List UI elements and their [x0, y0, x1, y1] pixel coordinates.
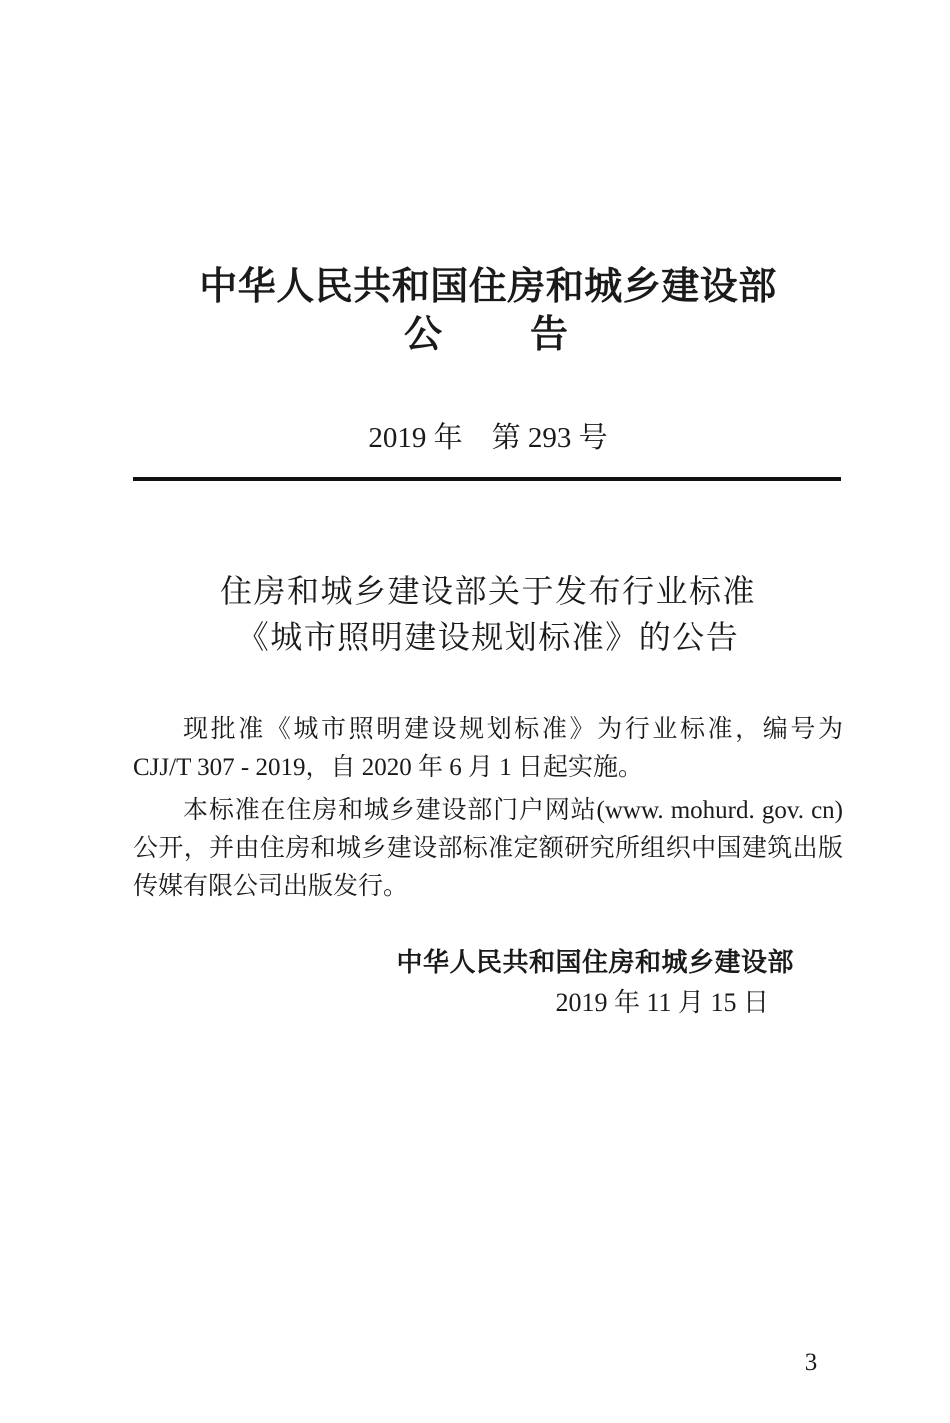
page-number: 3 — [804, 1349, 818, 1376]
paragraph-1 — [133, 711, 843, 787]
authority-title: 中华人民共和国住房和城乡建设部 — [199, 266, 777, 308]
header-divider — [133, 477, 841, 481]
paragraph-2-line-2: 公开，并由住房和城乡建设部标准定额研究所组织中国建筑出版 — [133, 835, 843, 862]
notice-word: 公 告 — [403, 314, 572, 356]
signature-date-text: 2019 年 11 月 15 日 — [555, 988, 769, 1017]
paragraph-2-line-3: 传媒有限公司出版发行。 — [133, 873, 409, 900]
signature-name — [133, 944, 843, 982]
announcement-title-line-1: 住房和城乡建设部关于发布行业标准 — [219, 573, 756, 609]
issue-number: 2019 年 第 293 号 — [368, 422, 608, 454]
paragraph-1-line-2: CJJ/T 307 - 2019，自 2020 年 6 月 1 日起实施。 — [133, 754, 643, 781]
announcement-title — [120, 568, 856, 660]
signature-name-text: 中华人民共和国住房和城乡建设部 — [396, 948, 794, 977]
body-text — [133, 711, 843, 906]
announcement-title-line-2: 《城市照明建设规划标准》的公告 — [236, 619, 740, 655]
paragraph-1-line-1: 现批准《城市照明建设规划标准》为行业标准，编号为 — [183, 716, 843, 743]
paragraph-2 — [133, 792, 843, 906]
paragraph-2-line-1: 本标准在住房和城乡建设部门户网站(www. mohurd. gov. cn) — [183, 797, 843, 824]
signature-date — [133, 984, 843, 1022]
